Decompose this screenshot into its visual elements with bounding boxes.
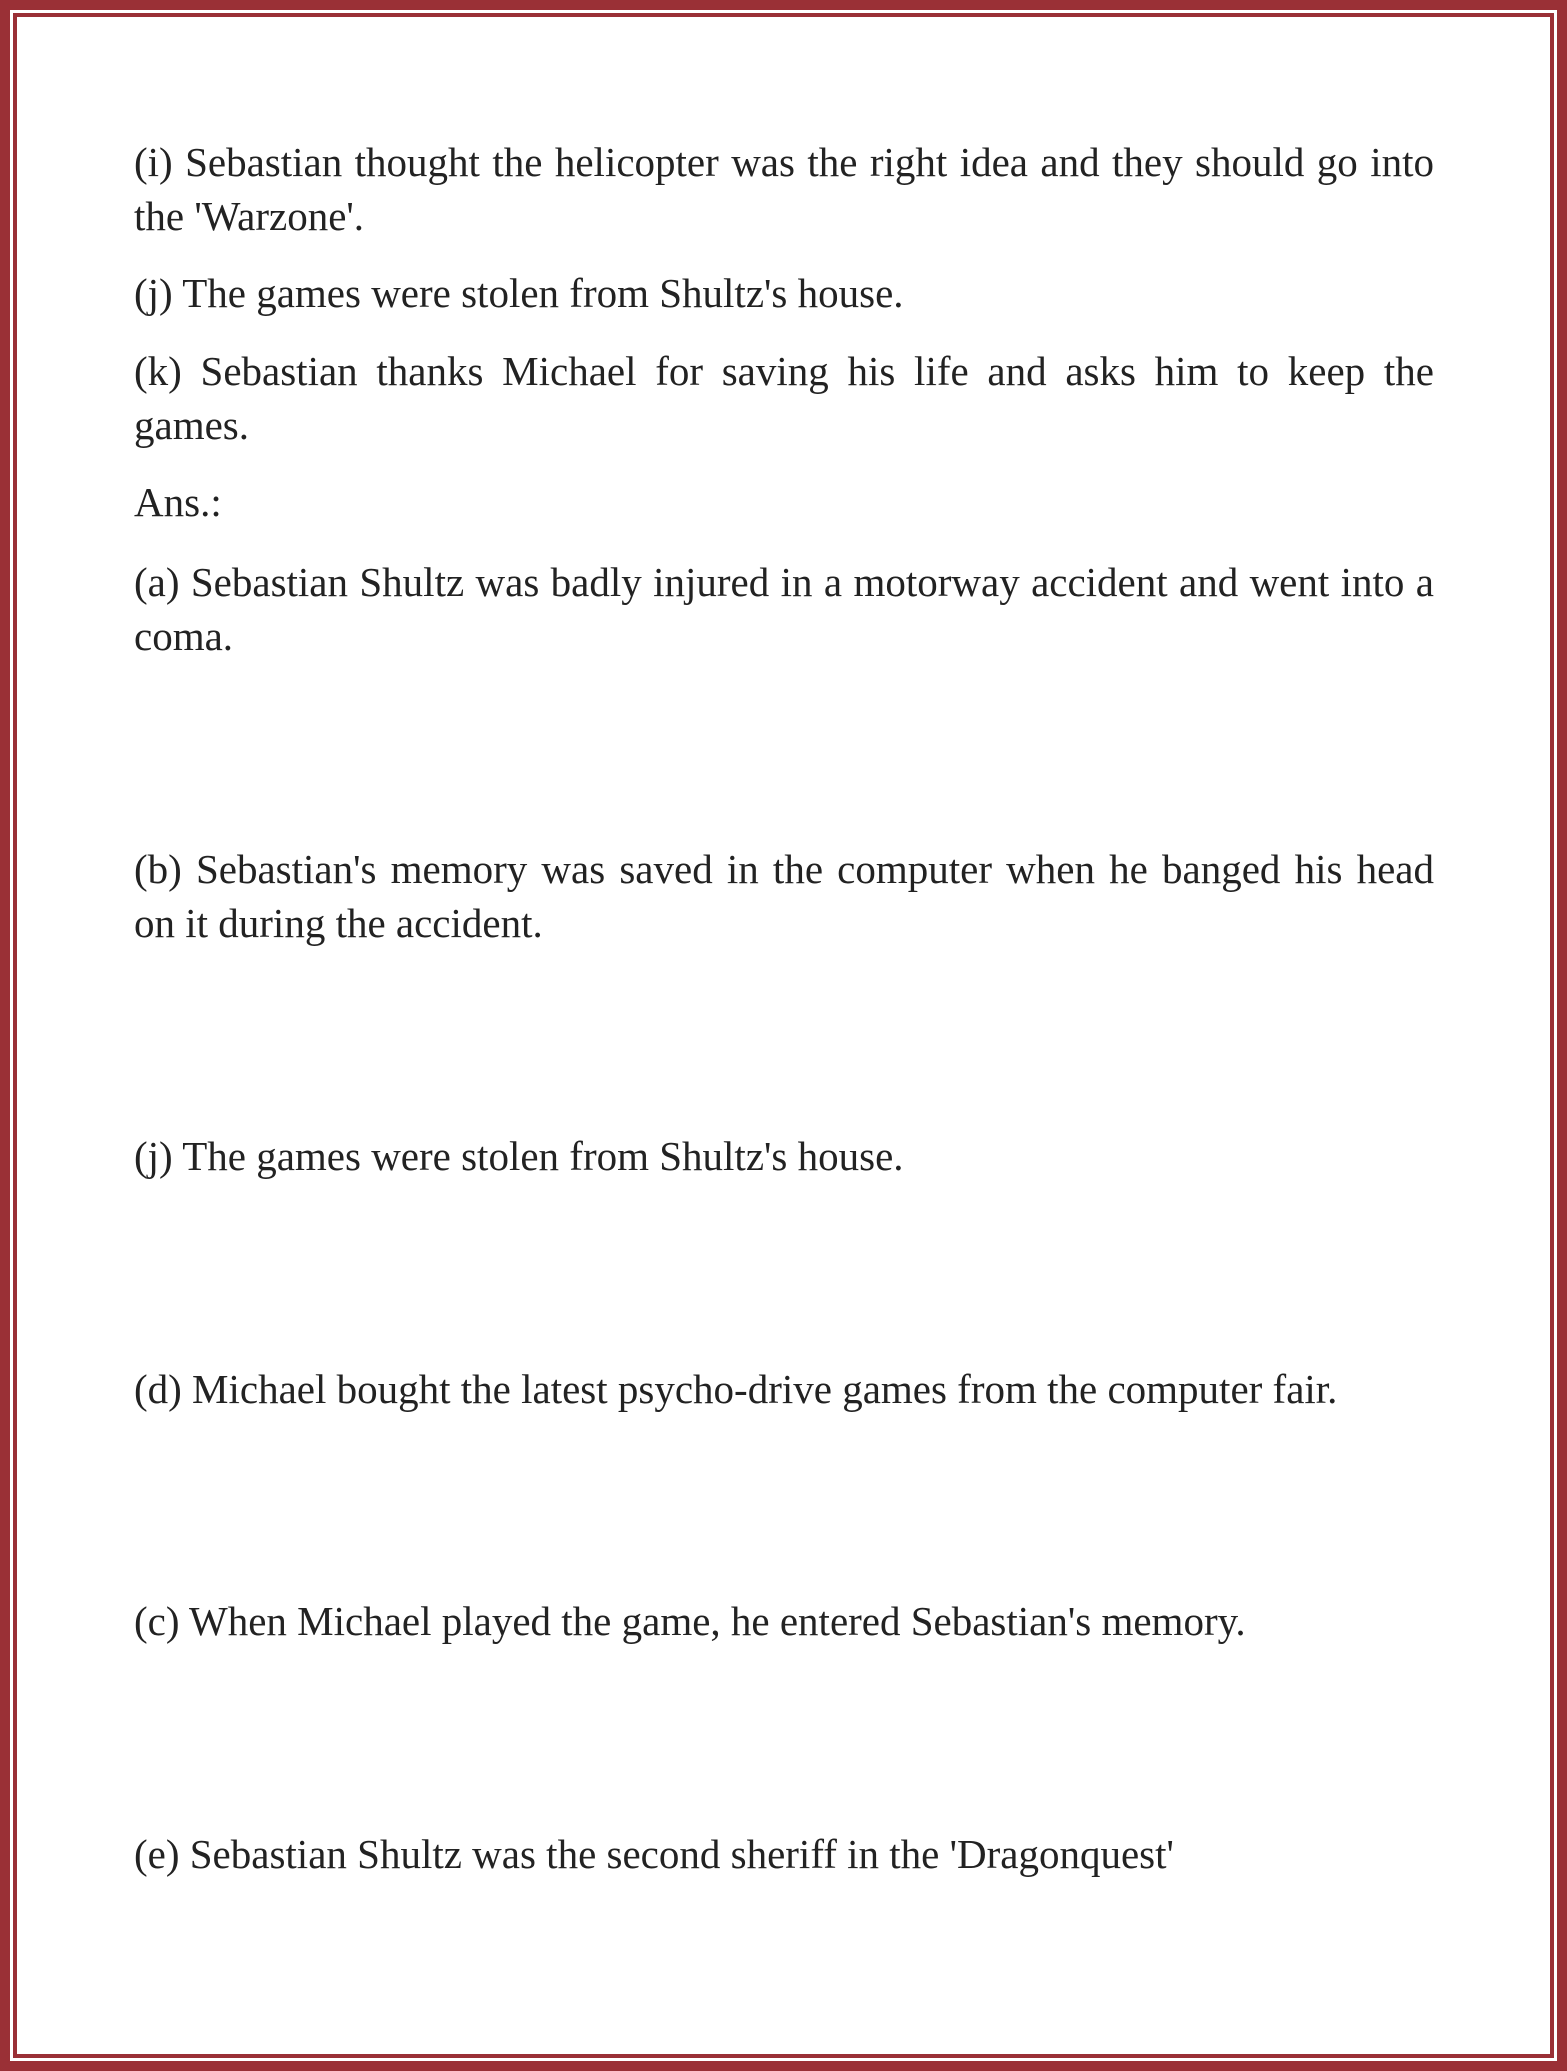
answer-d: (d) Michael bought the latest psycho-drive games from the computer fair. (134, 1366, 1338, 1412)
answer-b: (b) Sebastian's memory was saved in the computer when he banged his head on it during the accident. (134, 846, 1434, 946)
answer-label: Ans.: (134, 479, 222, 525)
question-i: (i) Sebastian thought the helicopter was the right idea and they should go into the 'Warzone'. (134, 139, 1434, 239)
question-k: (k) Sebastian thanks Michael for saving his life and asks him to keep the games. (134, 348, 1434, 448)
answer-a: (a) Sebastian Shultz was badly injured in a motorway accident and went into a coma. (134, 559, 1434, 659)
answer-c: (c) When Michael played the game, he entered Sebastian's memory. (134, 1598, 1246, 1644)
question-j: (j) The games were stolen from Shultz's house. (134, 270, 904, 316)
answer-e: (e) Sebastian Shultz was the second sheriff in the 'Dragonquest' (134, 1831, 1174, 1877)
document-page (134, 0, 1434, 2071)
answer-j: (j) The games were stolen from Shultz's house. (134, 1133, 904, 1179)
